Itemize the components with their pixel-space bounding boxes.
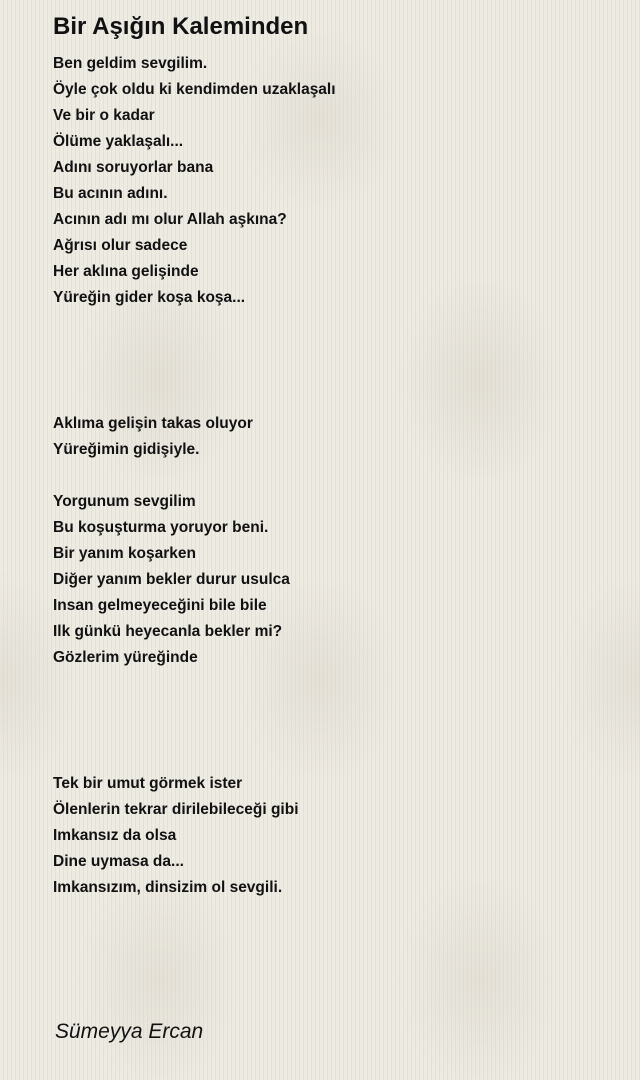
poem-line: Imkansız da olsa bbox=[53, 827, 177, 844]
poem-title: Bir Aşığın Kaleminden bbox=[53, 13, 309, 40]
author-name: Sümeyya Ercan bbox=[55, 1020, 204, 1043]
poem-line: Yüreğimin gidişiyle. bbox=[53, 441, 200, 458]
stanza-2 bbox=[53, 411, 253, 463]
poem-line: Adını soruyorlar bana bbox=[53, 159, 214, 176]
poem-line: Insan gelmeyeceğini bile bile bbox=[53, 597, 267, 614]
poem-line: Her aklına gelişinde bbox=[53, 263, 199, 280]
poem-line: Diğer yanım bekler durur usulca bbox=[53, 571, 290, 588]
poem-line: Öyle çok oldu ki kendimden uzaklaşalı bbox=[53, 81, 336, 98]
poem-line: Gözlerim yüreğinde bbox=[53, 649, 198, 666]
poem-line: Yüreğin gider koşa koşa... bbox=[53, 289, 246, 306]
poem-line: Ölenlerin tekrar dirilebileceği gibi bbox=[53, 801, 299, 818]
poem-line: Bir yanım koşarken bbox=[53, 545, 197, 562]
poem-line: Ben geldim sevgilim. bbox=[53, 55, 208, 72]
stanza-3 bbox=[53, 489, 290, 671]
poem-line: Ve bir o kadar bbox=[53, 107, 155, 124]
poem-line: Ölüme yaklaşalı... bbox=[53, 133, 184, 150]
poem-line: Dine uymasa da... bbox=[53, 853, 184, 870]
poem-line: Bu acının adını. bbox=[53, 185, 168, 202]
poem-line: Yorgunum sevgilim bbox=[53, 493, 196, 510]
stanza-4 bbox=[53, 771, 299, 901]
poem-line: Aklıma gelişin takas oluyor bbox=[53, 415, 253, 432]
poem-line: Tek bir umut görmek ister bbox=[53, 775, 243, 792]
poem-line: Imkansızım, dinsizim ol sevgili. bbox=[53, 879, 283, 896]
stanza-1 bbox=[53, 51, 336, 311]
poem-line: Acının adı mı olur Allah aşkına? bbox=[53, 211, 287, 228]
poem-line: Bu koşuşturma yoruyor beni. bbox=[53, 519, 269, 536]
poem-line: Ilk günkü heyecanla bekler mi? bbox=[53, 623, 283, 640]
poem-line: Ağrısı olur sadece bbox=[53, 237, 188, 254]
